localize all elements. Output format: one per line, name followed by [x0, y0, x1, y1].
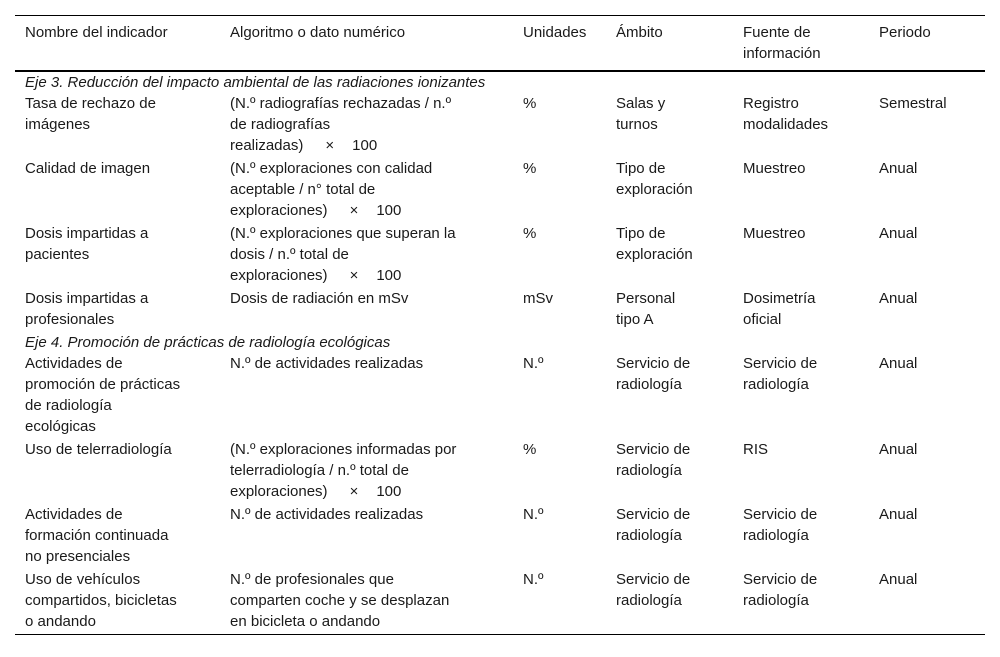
- cell-line: Dosimetría: [743, 290, 816, 307]
- cell-line: Dosis de radiación en mSv: [230, 290, 409, 307]
- cell-units: mSv: [523, 290, 553, 307]
- cell-line: imágenes: [25, 116, 91, 133]
- cell-line: Calidad de imagen: [25, 160, 151, 177]
- cell-line: Servicio de: [616, 441, 691, 458]
- cell-units: N.º: [523, 355, 544, 372]
- cell-source: [733, 158, 869, 221]
- cell-period: Anual: [879, 160, 918, 177]
- cell-line: no presenciales: [25, 548, 131, 565]
- cell-algorithm: [220, 353, 513, 437]
- cell-period: Semestral: [879, 95, 947, 112]
- cell-line: (N.º radiografías rechazadas / n.º: [230, 95, 452, 112]
- cell-algorithm: [220, 288, 513, 330]
- table-row: [15, 569, 985, 634]
- cell-line: Servicio de: [743, 506, 818, 523]
- cell-line: [230, 265, 513, 286]
- cell-line: Actividades de: [25, 506, 123, 523]
- cell-line: de radiología: [25, 397, 112, 414]
- cell-name: [15, 353, 220, 437]
- cell-algorithm: [220, 223, 513, 286]
- cell-line: Muestreo: [743, 160, 806, 177]
- cell-text: 100: [376, 202, 402, 219]
- cell-source: [733, 223, 869, 286]
- cell-line: turnos: [616, 116, 658, 133]
- cell-line: compartidos, bicicletas: [25, 592, 177, 609]
- cell-scope: [606, 288, 733, 330]
- cell-line: (N.º exploraciones que superan la: [230, 225, 456, 242]
- cell-scope: [606, 353, 733, 437]
- cell-line: radiología: [743, 376, 809, 393]
- cell-scope: [606, 504, 733, 567]
- cell-units: %: [523, 95, 537, 112]
- table-row: [15, 439, 985, 504]
- cell-line: radiología: [743, 592, 809, 609]
- cell-algorithm: [220, 569, 513, 632]
- cell-scope: [606, 223, 733, 286]
- cell-line: Servicio de: [616, 355, 691, 372]
- cell-scope: [606, 439, 733, 502]
- cell-line: radiología: [616, 462, 682, 479]
- table-row: [15, 223, 985, 288]
- cell-name: [15, 223, 220, 286]
- cell-name: [15, 158, 220, 221]
- times-symbol: ×: [349, 202, 359, 219]
- cell-line: radiología: [743, 527, 809, 544]
- cell-line: Tasa de rechazo de: [25, 95, 156, 112]
- cell-line: Salas y: [616, 95, 666, 112]
- cell-line: telerradiología / n.º total de: [230, 462, 409, 479]
- header-period: Periodo: [879, 24, 931, 41]
- cell-line: pacientes: [25, 246, 90, 263]
- header-algorithm: Algoritmo o dato numérico: [230, 24, 406, 41]
- cell-line: de radiografías: [230, 116, 331, 133]
- cell-period: Anual: [879, 290, 918, 307]
- cell-text: exploraciones): [230, 267, 328, 284]
- cell-algorithm: [220, 439, 513, 502]
- cell-text: exploraciones): [230, 483, 328, 500]
- cell-name: [15, 504, 220, 567]
- cell-source: [733, 504, 869, 567]
- cell-text: realizadas): [230, 137, 304, 154]
- cell-units: %: [523, 160, 537, 177]
- cell-line: o andando: [25, 613, 96, 630]
- cell-text: exploraciones): [230, 202, 328, 219]
- cell-units: %: [523, 225, 537, 242]
- times-symbol: ×: [325, 137, 335, 154]
- cell-source: [733, 439, 869, 502]
- table-bottom-rule: [15, 634, 985, 635]
- cell-name: [15, 569, 220, 632]
- cell-line: N.º de actividades realizadas: [230, 506, 424, 523]
- header-scope: Ámbito: [616, 24, 663, 41]
- cell-period: Anual: [879, 441, 918, 458]
- cell-units: N.º: [523, 506, 544, 523]
- cell-period: Anual: [879, 355, 918, 372]
- cell-line: tipo A: [616, 311, 654, 328]
- table-row: [15, 93, 985, 158]
- cell-line: Personal: [616, 290, 676, 307]
- times-symbol: ×: [349, 483, 359, 500]
- cell-algorithm: [220, 93, 513, 156]
- cell-line: Uso de telerradiología: [25, 441, 172, 458]
- cell-line: RIS: [743, 441, 769, 458]
- section-title: Eje 3. Reducción del impacto ambiental de las radiaciones ionizantes: [25, 74, 486, 91]
- table-row: [15, 158, 985, 223]
- cell-text: 100: [376, 267, 402, 284]
- cell-name: [15, 439, 220, 502]
- cell-text: 100: [352, 137, 378, 154]
- cell-line: Dosis impartidas a: [25, 225, 149, 242]
- cell-source: [733, 569, 869, 632]
- table-row: [15, 504, 985, 569]
- cell-line: Servicio de: [743, 355, 818, 372]
- cell-line: formación continuada: [25, 527, 169, 544]
- cell-line: Tipo de: [616, 225, 666, 242]
- cell-name: [15, 288, 220, 330]
- cell-line: radiología: [616, 376, 682, 393]
- cell-line: ecológicas: [25, 418, 96, 435]
- cell-line: radiología: [616, 527, 682, 544]
- cell-line: exploración: [616, 181, 693, 198]
- header-source: [733, 22, 869, 64]
- cell-line: aceptable / n° total de: [230, 181, 376, 198]
- section-title: Eje 4. Promoción de prácticas de radiología ecológicas: [25, 334, 391, 351]
- cell-scope: [606, 569, 733, 632]
- cell-line: profesionales: [25, 311, 115, 328]
- cell-line: promoción de prácticas: [25, 376, 181, 393]
- cell-line: [230, 481, 513, 502]
- cell-line: Servicio de: [743, 571, 818, 588]
- header-units: Unidades: [523, 24, 587, 41]
- times-symbol: ×: [349, 267, 359, 284]
- cell-period: Anual: [879, 506, 918, 523]
- header-name: Nombre del indicador: [25, 24, 168, 41]
- cell-scope: [606, 158, 733, 221]
- cell-line: en bicicleta o andando: [230, 613, 381, 630]
- cell-line: [230, 135, 513, 156]
- cell-line: Uso de vehículos: [25, 571, 141, 588]
- cell-units: N.º: [523, 571, 544, 588]
- cell-source: [733, 288, 869, 330]
- cell-line: N.º de actividades realizadas: [230, 355, 424, 372]
- cell-line: Registro: [743, 95, 799, 112]
- cell-line: Servicio de: [616, 571, 691, 588]
- cell-scope: [606, 93, 733, 156]
- header-source-line: información: [743, 45, 821, 62]
- cell-period: Anual: [879, 571, 918, 588]
- cell-units: %: [523, 441, 537, 458]
- cell-line: radiología: [616, 592, 682, 609]
- cell-line: Muestreo: [743, 225, 806, 242]
- cell-text: 100: [376, 483, 402, 500]
- cell-line: Tipo de: [616, 160, 666, 177]
- cell-line: Servicio de: [616, 506, 691, 523]
- cell-line: comparten coche y se desplazan: [230, 592, 450, 609]
- table-row: [15, 288, 985, 332]
- cell-line: oficial: [743, 311, 782, 328]
- cell-line: Actividades de: [25, 355, 123, 372]
- cell-line: (N.º exploraciones con calidad: [230, 160, 433, 177]
- table-header-row: [15, 16, 985, 70]
- cell-line: exploración: [616, 246, 693, 263]
- cell-source: [733, 353, 869, 437]
- cell-line: dosis / n.º total de: [230, 246, 349, 263]
- header-source-line: Fuente de: [743, 24, 811, 41]
- cell-line: [230, 200, 513, 221]
- cell-algorithm: [220, 158, 513, 221]
- cell-line: Dosis impartidas a: [25, 290, 149, 307]
- indicator-table: [15, 15, 985, 635]
- cell-line: modalidades: [743, 116, 829, 133]
- cell-line: (N.º exploraciones informadas por: [230, 441, 457, 458]
- cell-name: [15, 93, 220, 156]
- cell-period: Anual: [879, 225, 918, 242]
- cell-line: N.º de profesionales que: [230, 571, 394, 588]
- cell-algorithm: [220, 504, 513, 567]
- cell-source: [733, 93, 869, 156]
- table-row: [15, 353, 985, 439]
